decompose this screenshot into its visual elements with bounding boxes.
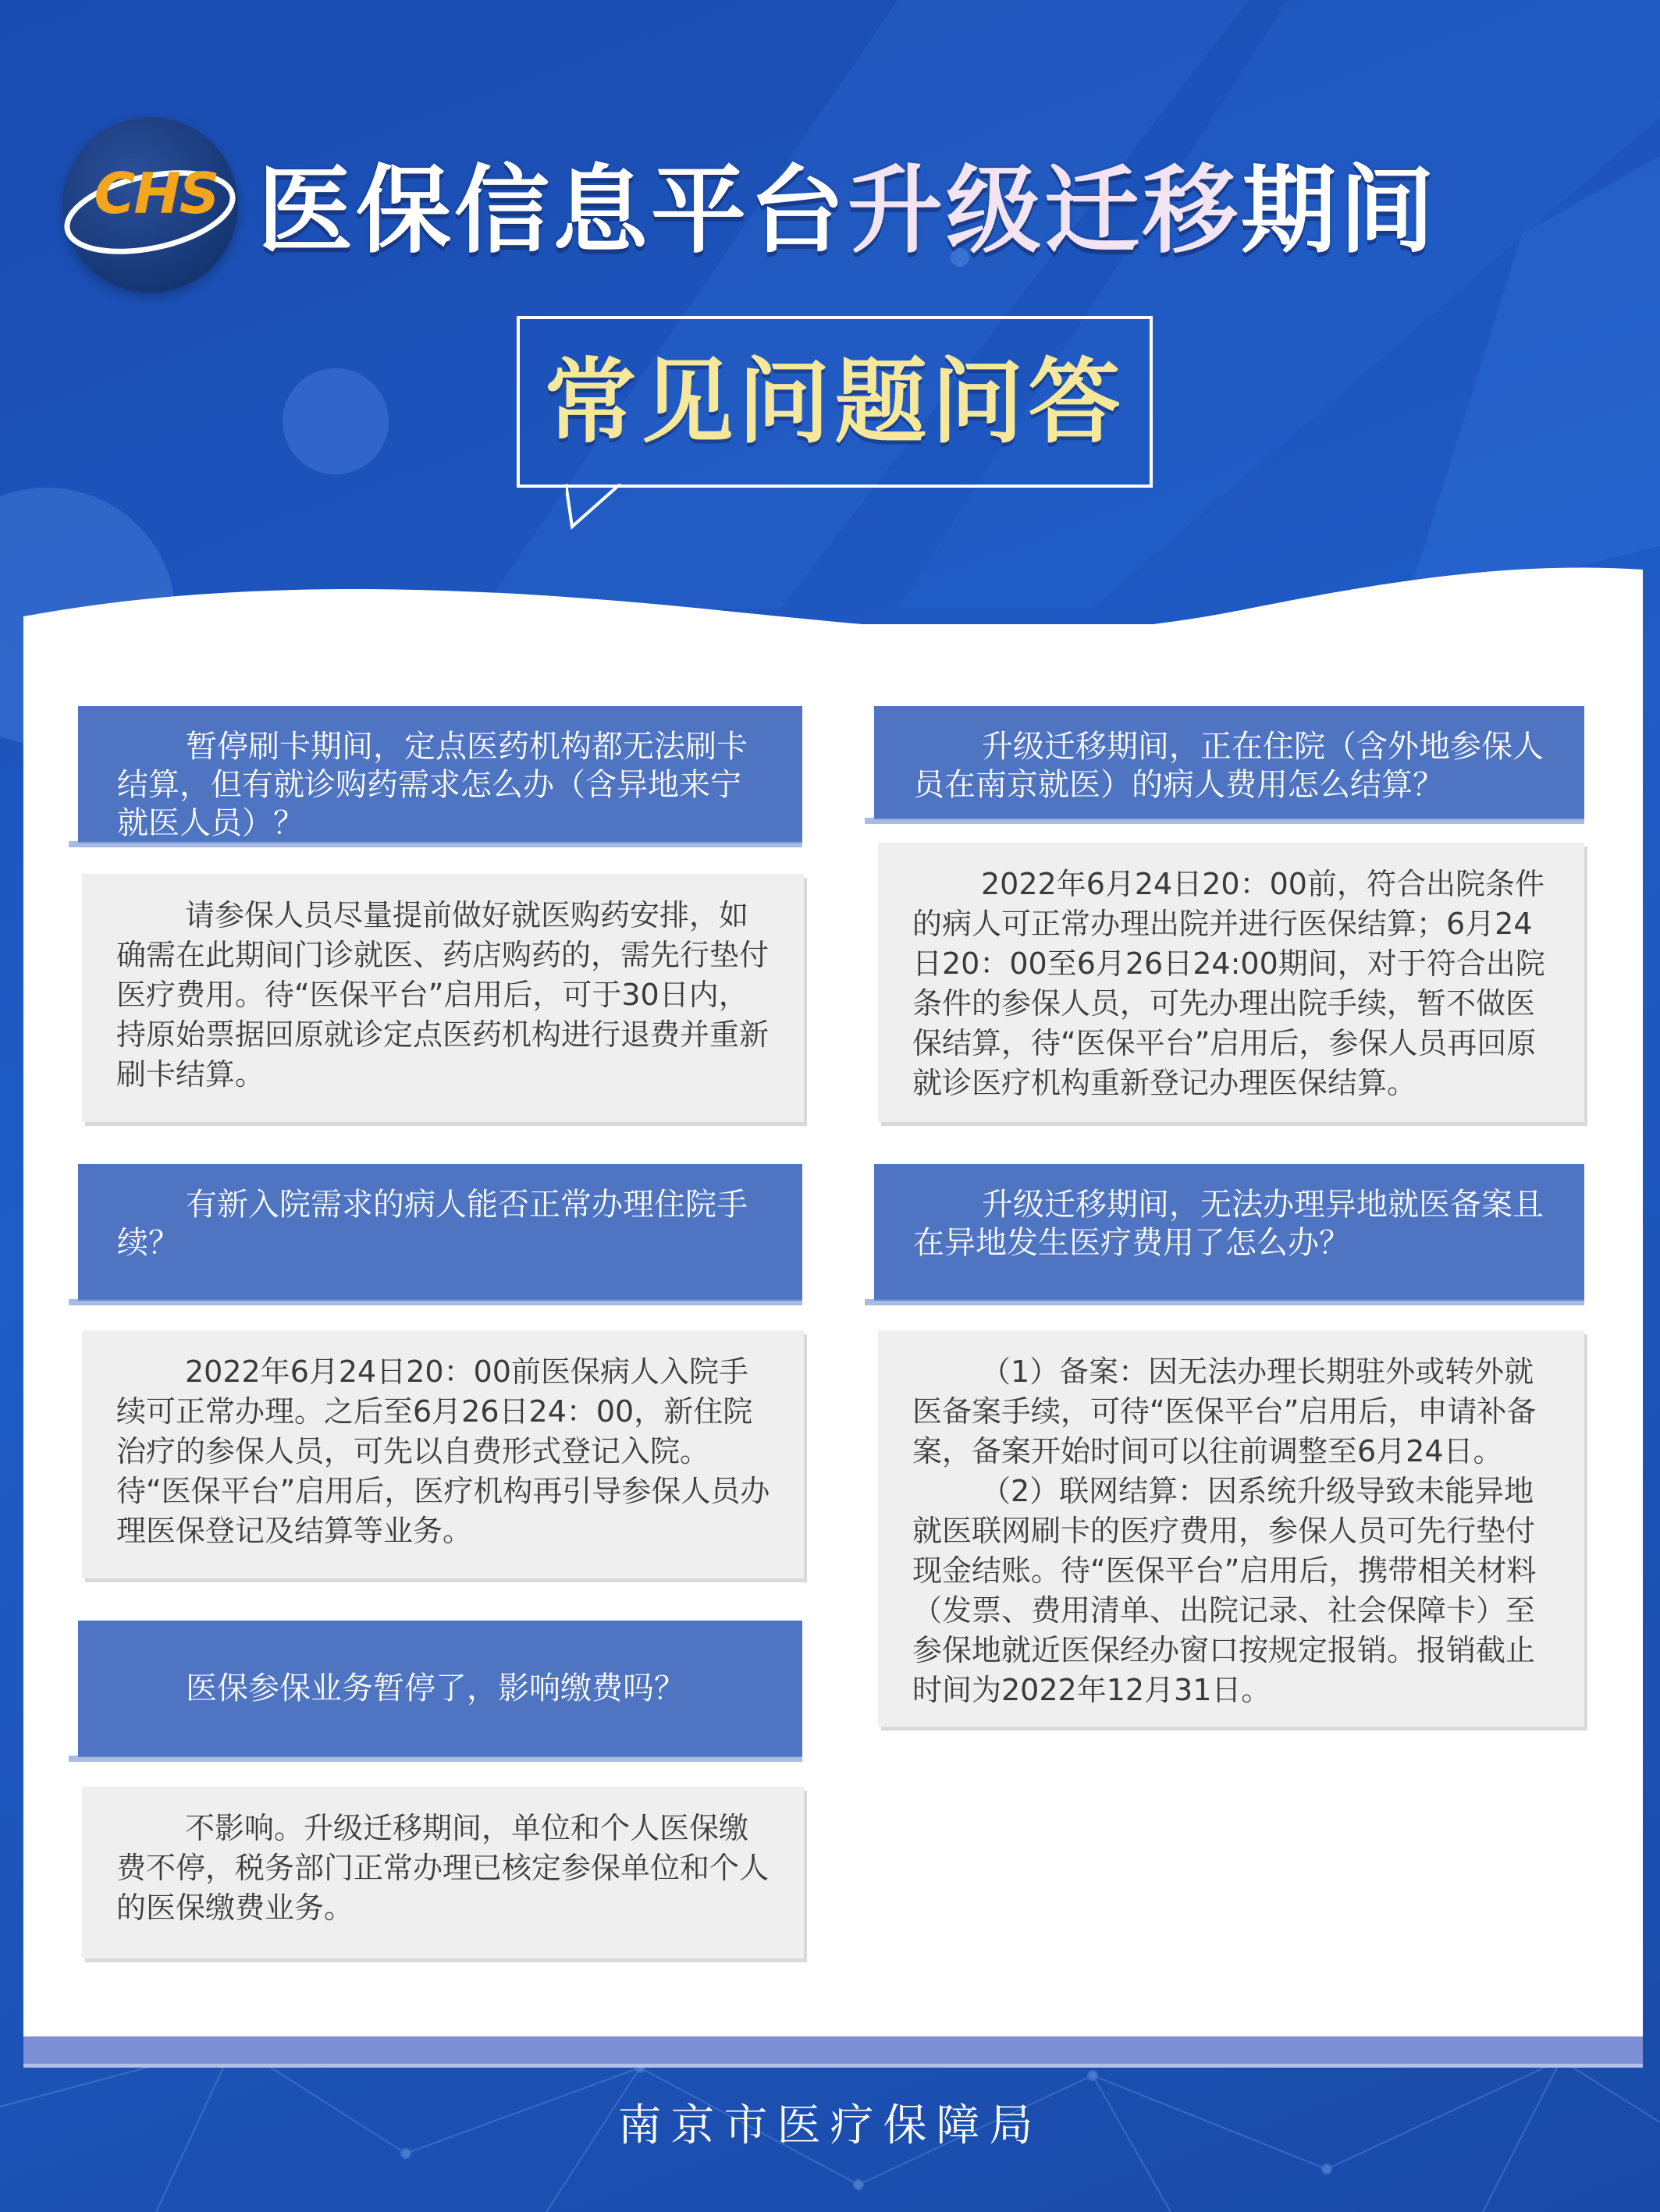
faq-answer-1: 请参保人员尽量提前做好就医购药安排，如确需在此期间门诊就医、药店购药的，需先行垫付医疗费用。待“医保平台”启用后，可于30日内，持原始票据回原就诊定点医药机构进行退费并重新刷卡结算。 — [82, 874, 804, 1122]
title-part3: 期间 — [1241, 155, 1438, 266]
page-title — [258, 152, 1438, 269]
faq-question-5: 医保参保业务暂停了，影响缴费吗？ — [78, 1621, 802, 1757]
footer-bar-line — [23, 2064, 1643, 2068]
title-part1: 医保信息平台 — [258, 155, 848, 266]
faq-question-3: 有新入院需求的病人能否正常办理住院手续？ — [78, 1164, 802, 1301]
faq-question-1: 暂停刷卡期间，定点医药机构都无法刷卡结算，但有就诊购药需求怎么办（含异地来宁就医人员）？ — [78, 706, 802, 843]
footer-bar — [23, 2036, 1643, 2064]
faq-answer-5: 不影响。升级迁移期间，单位和个人医保缴费不停，税务部门正常办理已核定参保单位和个人的医保缴费业务。 — [82, 1787, 804, 1958]
faq-answer-4: （1）备案：因无法办理长期驻外或转外就医备案手续，可待“医保平台”启用后，申请补备案，备案开始时间可以往前调整至6月24日。 （2）联网结算：因系统升级导致未能异地就医联网刷卡的医疗费用，参保人员可先行垫付现金结账。待“医保平台”启用后，携带相关材料（发票、费用清单、出院记录、社会保障卡）至参保地就近医保经办窗口按规定报销。报销截止时间为2022年12月31日。 — [878, 1330, 1584, 1727]
footer-organization: 南京市医疗保障局 — [617, 2100, 1043, 2151]
title-part2: 升级迁移 — [848, 155, 1241, 266]
faq-answer-2: 2022年6月24日20：00前，符合出院条件的病人可正常办理出院并进行医保结算；6月24日20：00至6月26日24:00期间，对于符合出院条件的参保人员，可先办理出院手续，暂不做医保结算，待“医保平台”启用后，参保人员再回原就诊医疗机构重新登记办理医保结算。 — [878, 843, 1584, 1122]
faq-question-2: 升级迁移期间，正在住院（含外地参保人员在南京就医）的病人费用怎么结算？ — [874, 706, 1584, 819]
speech-tail-icon — [566, 484, 652, 531]
faq-question-4: 升级迁移期间，无法办理异地就医备案且在异地发生医疗费用了怎么办？ — [874, 1164, 1584, 1301]
page-subtitle: 常见问题问答 — [544, 348, 1125, 456]
faq-answer-3: 2022年6月24日20：00前医保病人入院手续可正常办理。之后至6月26日24：00，新住院治疗的参保人员，可先以自费形式登记入院。待“医保平台”启用后，医疗机构再引导参保人员办理医保登记及结算等业务。 — [82, 1330, 804, 1578]
logo-text: CHS — [94, 161, 219, 226]
chs-logo-icon — [62, 117, 238, 293]
